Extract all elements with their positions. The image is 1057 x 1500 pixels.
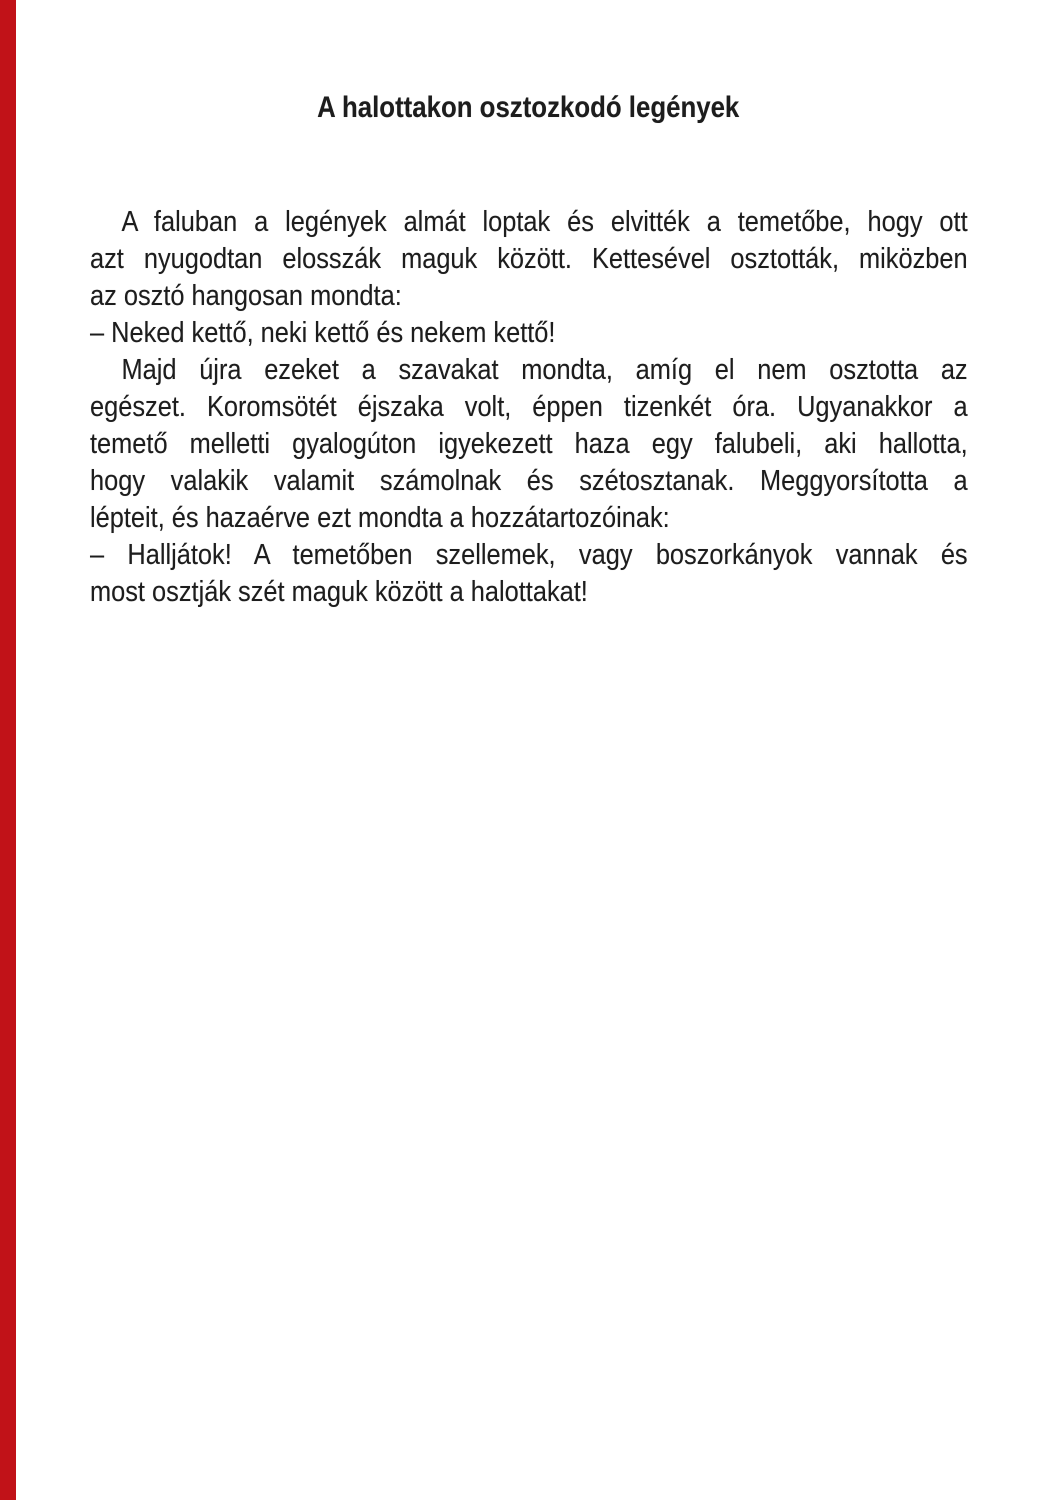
text-line: most osztják szét maguk között a halottakat! [90,576,588,608]
title-row [0,89,1057,127]
text-line: – Neked kettő, neki kettő és nekem kettő! [90,317,556,349]
text-line: lépteit, és hazaérve ezt mondta a hozzátartozóinak: [90,502,670,534]
page-edge-stripe [0,0,16,1500]
text-line: azt nyugodtan elosszák maguk között. Kettesével osztották, miközben [90,243,968,275]
text-line: – Halljátok! A temetőben szellemek, vagy boszorkányok vannak és [90,539,968,571]
story-text [90,204,968,611]
text-line: temető melletti gyalogúton igyekezett haza egy falubeli, aki hallotta, [90,428,968,460]
text-line: egészet. Koromsötét éjszaka volt, éppen tizenkét óra. Ugyanakkor a [90,391,968,423]
text-line: Majd újra ezeket a szavakat mondta, amíg el nem osztotta az [121,354,968,386]
text-line: az osztó hangosan mondta: [90,280,402,312]
text-line: hogy valakik valamit számolnak és szétosztanak. Meggyorsította a [90,465,968,497]
page-title: A halottakon osztozkodó legények [317,91,740,124]
text-line: A faluban a legények almát loptak és elvitték a temetőbe, hogy ott [121,206,968,238]
